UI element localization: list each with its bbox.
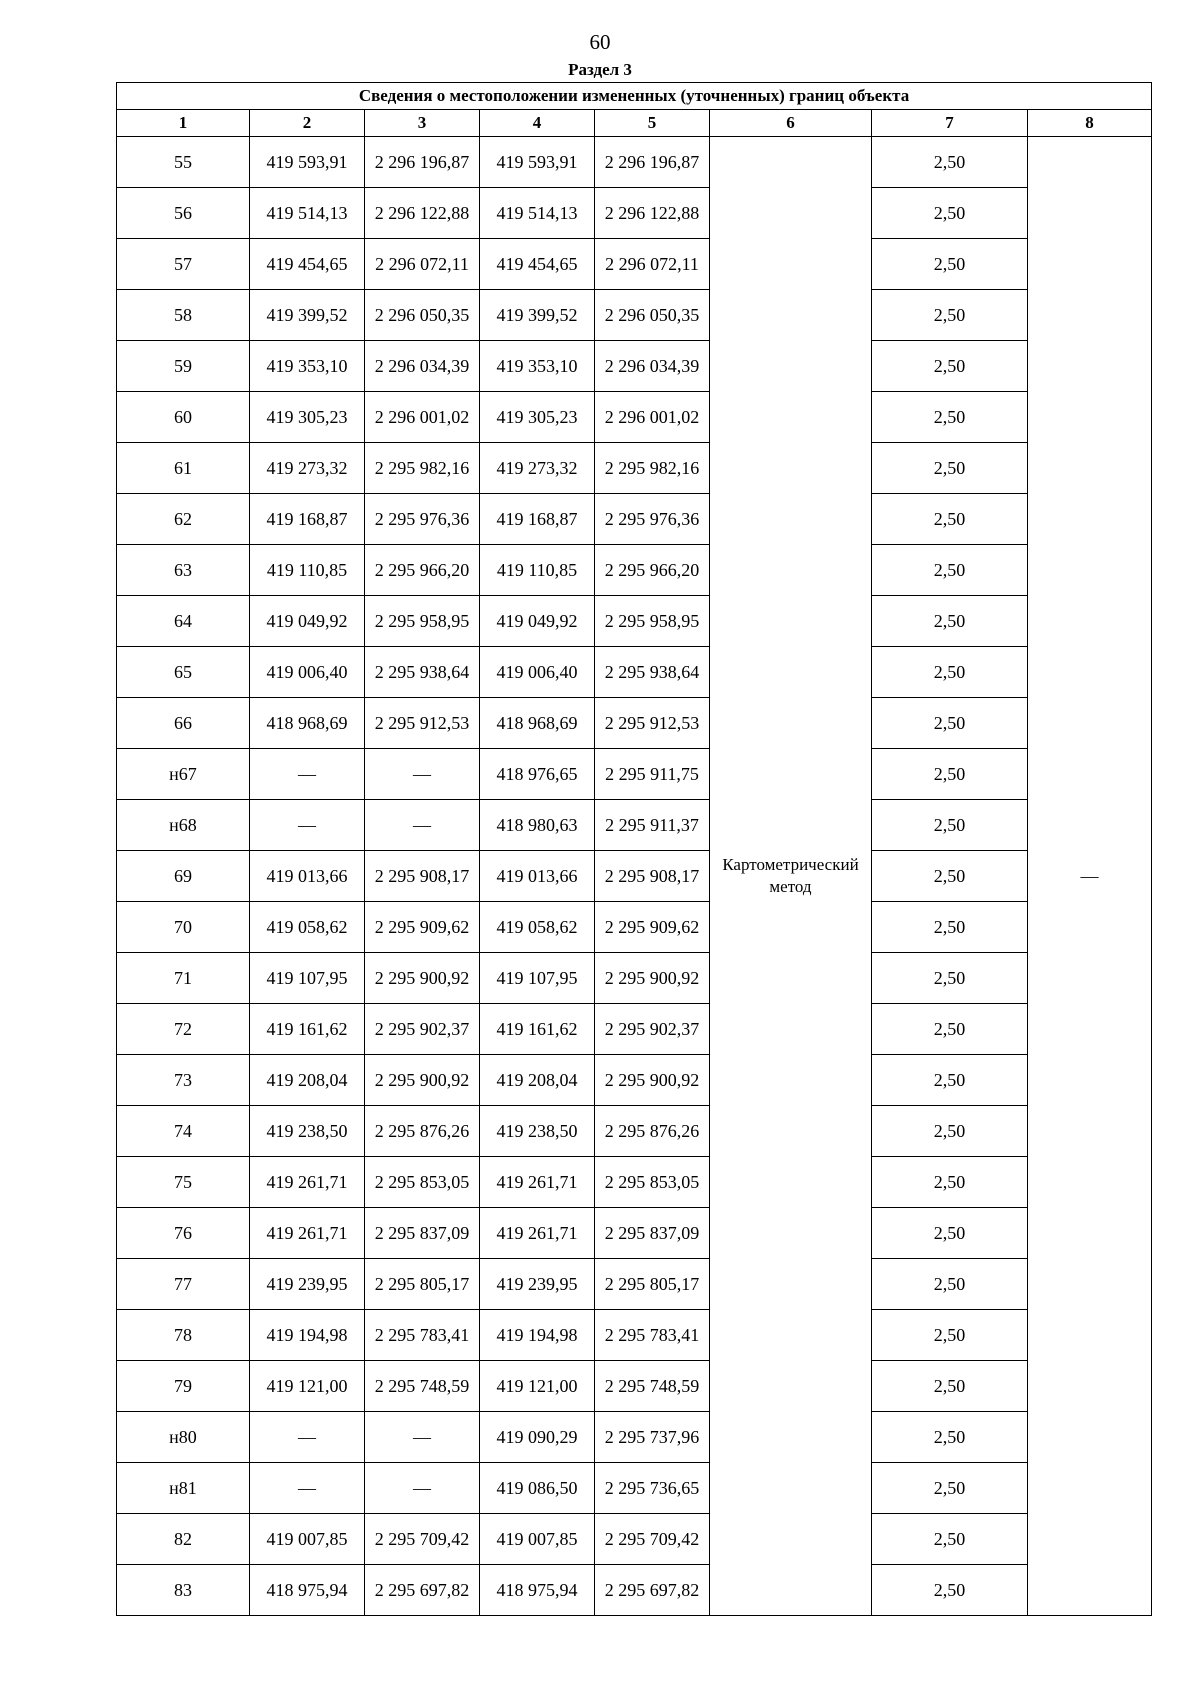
coordinates-table	[116, 82, 1152, 1616]
table-cell: 419 161,62	[480, 1004, 595, 1055]
column-8-cell: —	[1028, 137, 1152, 1616]
accuracy-cell: 2,50	[872, 392, 1028, 443]
table-row	[117, 1259, 1152, 1310]
table-cell: 75	[117, 1157, 250, 1208]
table-cell: 2 295 909,62	[365, 902, 480, 953]
table-cell: 2 295 912,53	[365, 698, 480, 749]
table-cell: 419 110,85	[250, 545, 365, 596]
accuracy-cell: 2,50	[872, 545, 1028, 596]
table-cell: 419 514,13	[480, 188, 595, 239]
table-row	[117, 494, 1152, 545]
accuracy-cell: 2,50	[872, 1208, 1028, 1259]
table-cell: 419 514,13	[250, 188, 365, 239]
table-cell: 419 238,50	[250, 1106, 365, 1157]
table-cell: 419 399,52	[480, 290, 595, 341]
accuracy-cell: 2,50	[872, 596, 1028, 647]
table-cell: 2 295 938,64	[595, 647, 710, 698]
table-cell: 64	[117, 596, 250, 647]
accuracy-cell: 2,50	[872, 1463, 1028, 1514]
table-cell: —	[365, 1463, 480, 1514]
accuracy-cell: 2,50	[872, 1361, 1028, 1412]
column-number: 3	[365, 110, 480, 137]
table-cell: 2 296 034,39	[595, 341, 710, 392]
table-cell: 419 110,85	[480, 545, 595, 596]
column-number: 8	[1028, 110, 1152, 137]
table-row	[117, 698, 1152, 749]
accuracy-cell: 2,50	[872, 1565, 1028, 1616]
table-caption: Сведения о местоположении измененных (уточненных) границ объекта	[117, 83, 1152, 110]
table-row	[117, 1514, 1152, 1565]
table-cell: 418 968,69	[480, 698, 595, 749]
table-cell: 2 296 122,88	[595, 188, 710, 239]
table-cell: 419 013,66	[250, 851, 365, 902]
table-cell: 2 296 072,11	[365, 239, 480, 290]
table-cell: 419 353,10	[250, 341, 365, 392]
table-cell: 2 296 196,87	[595, 137, 710, 188]
table-cell: 2 295 709,42	[365, 1514, 480, 1565]
accuracy-cell: 2,50	[872, 851, 1028, 902]
table-cell: 419 086,50	[480, 1463, 595, 1514]
method-cell: Картометрический метод	[710, 137, 872, 1616]
section-title: Раздел 3	[568, 60, 632, 79]
table-row	[117, 953, 1152, 1004]
table-cell: 2 295 853,05	[595, 1157, 710, 1208]
table-cell: 55	[117, 137, 250, 188]
table-row	[117, 1157, 1152, 1208]
table-cell: 419 273,32	[480, 443, 595, 494]
table-cell: 59	[117, 341, 250, 392]
table-cell: 2 295 982,16	[595, 443, 710, 494]
table-cell: н81	[117, 1463, 250, 1514]
table-row	[117, 800, 1152, 851]
accuracy-cell: 2,50	[872, 698, 1028, 749]
column-number: 2	[250, 110, 365, 137]
table-row	[117, 1106, 1152, 1157]
table-cell: 419 168,87	[480, 494, 595, 545]
table-cell: 56	[117, 188, 250, 239]
table-cell: 419 593,91	[250, 137, 365, 188]
table-cell: 419 121,00	[250, 1361, 365, 1412]
table-cell: 82	[117, 1514, 250, 1565]
table-cell: 418 975,94	[480, 1565, 595, 1616]
table-row	[117, 392, 1152, 443]
table-cell: 2 295 938,64	[365, 647, 480, 698]
column-number: 5	[595, 110, 710, 137]
table-cell: —	[365, 749, 480, 800]
table-cell: 57	[117, 239, 250, 290]
table-cell: 418 975,94	[250, 1565, 365, 1616]
table-row	[117, 341, 1152, 392]
table-cell: 2 295 912,53	[595, 698, 710, 749]
accuracy-cell: 2,50	[872, 953, 1028, 1004]
table-cell: 2 295 697,82	[595, 1565, 710, 1616]
table-row	[117, 137, 1152, 188]
table-cell: 2 295 908,17	[595, 851, 710, 902]
table-cell: —	[250, 1412, 365, 1463]
table-cell: 2 295 748,59	[595, 1361, 710, 1412]
table-cell: 2 295 783,41	[595, 1310, 710, 1361]
table-cell: 419 058,62	[480, 902, 595, 953]
table-cell: н67	[117, 749, 250, 800]
table-cell: 419 006,40	[250, 647, 365, 698]
table-cell: 73	[117, 1055, 250, 1106]
accuracy-cell: 2,50	[872, 443, 1028, 494]
accuracy-cell: 2,50	[872, 1106, 1028, 1157]
table-cell: 62	[117, 494, 250, 545]
table-cell: 2 295 805,17	[595, 1259, 710, 1310]
column-number: 1	[117, 110, 250, 137]
table-cell: 74	[117, 1106, 250, 1157]
table-cell: 2 296 001,02	[595, 392, 710, 443]
table-cell: 2 295 976,36	[365, 494, 480, 545]
accuracy-cell: 2,50	[872, 1055, 1028, 1106]
table-cell: 419 273,32	[250, 443, 365, 494]
table-cell: 418 976,65	[480, 749, 595, 800]
table-cell: 419 194,98	[480, 1310, 595, 1361]
accuracy-cell: 2,50	[872, 239, 1028, 290]
accuracy-cell: 2,50	[872, 1514, 1028, 1565]
table-cell: 419 049,92	[480, 596, 595, 647]
table-cell: 76	[117, 1208, 250, 1259]
table-cell: 419 208,04	[480, 1055, 595, 1106]
table-cell: 66	[117, 698, 250, 749]
table-cell: 2 295 837,09	[595, 1208, 710, 1259]
table-row	[117, 1412, 1152, 1463]
accuracy-cell: 2,50	[872, 1004, 1028, 1055]
table-cell: 2 295 805,17	[365, 1259, 480, 1310]
table-cell: 2 295 737,96	[595, 1412, 710, 1463]
accuracy-cell: 2,50	[872, 647, 1028, 698]
table-cell: 2 295 900,92	[595, 1055, 710, 1106]
table-row	[117, 239, 1152, 290]
column-number: 7	[872, 110, 1028, 137]
table-cell: 419 239,95	[480, 1259, 595, 1310]
table-cell: 419 261,71	[480, 1208, 595, 1259]
table-cell: 77	[117, 1259, 250, 1310]
accuracy-cell: 2,50	[872, 341, 1028, 392]
table-cell: 2 295 900,92	[595, 953, 710, 1004]
table-cell: 2 295 900,92	[365, 1055, 480, 1106]
accuracy-cell: 2,50	[872, 749, 1028, 800]
table-row	[117, 1004, 1152, 1055]
table-cell: 2 295 837,09	[365, 1208, 480, 1259]
table-cell: 419 238,50	[480, 1106, 595, 1157]
table-row	[117, 1310, 1152, 1361]
table-cell: 78	[117, 1310, 250, 1361]
table-cell: 71	[117, 953, 250, 1004]
table-cell: 2 295 697,82	[365, 1565, 480, 1616]
table-cell: 2 295 958,95	[595, 596, 710, 647]
table-cell: 419 007,85	[480, 1514, 595, 1565]
table-cell: 419 353,10	[480, 341, 595, 392]
table-caption-row	[117, 83, 1152, 110]
table-row	[117, 902, 1152, 953]
table-cell: 419 454,65	[480, 239, 595, 290]
table-cell: 2 295 736,65	[595, 1463, 710, 1514]
table-cell: —	[250, 749, 365, 800]
table-cell: 419 007,85	[250, 1514, 365, 1565]
table-cell: 2 295 709,42	[595, 1514, 710, 1565]
table-cell: 419 593,91	[480, 137, 595, 188]
table-cell: 419 121,00	[480, 1361, 595, 1412]
table-row	[117, 596, 1152, 647]
table-cell: 2 295 783,41	[365, 1310, 480, 1361]
table-cell: 2 295 966,20	[365, 545, 480, 596]
table-row	[117, 647, 1152, 698]
table-row	[117, 443, 1152, 494]
table-cell: 419 399,52	[250, 290, 365, 341]
table-row	[117, 1055, 1152, 1106]
table-cell: 2 295 966,20	[595, 545, 710, 596]
accuracy-cell: 2,50	[872, 290, 1028, 341]
table-row	[117, 290, 1152, 341]
table-row	[117, 1565, 1152, 1616]
page-number: 60	[589, 30, 611, 54]
table-cell: 419 049,92	[250, 596, 365, 647]
table-cell: 418 968,69	[250, 698, 365, 749]
table-cell: 2 295 900,92	[365, 953, 480, 1004]
table-cell: 419 194,98	[250, 1310, 365, 1361]
accuracy-cell: 2,50	[872, 1259, 1028, 1310]
table-cell: 65	[117, 647, 250, 698]
accuracy-cell: 2,50	[872, 902, 1028, 953]
table-cell: 419 168,87	[250, 494, 365, 545]
table-cell: 419 305,23	[250, 392, 365, 443]
table-cell: 419 161,62	[250, 1004, 365, 1055]
table-cell: 2 295 982,16	[365, 443, 480, 494]
table-cell: 69	[117, 851, 250, 902]
table-cell: 2 295 911,75	[595, 749, 710, 800]
table-cell: 2 296 001,02	[365, 392, 480, 443]
table-cell: —	[365, 800, 480, 851]
table-cell: 2 295 902,37	[365, 1004, 480, 1055]
table-row	[117, 749, 1152, 800]
table-row	[117, 1361, 1152, 1412]
table-cell: 419 305,23	[480, 392, 595, 443]
table-cell: 419 261,71	[250, 1208, 365, 1259]
table-cell: 72	[117, 1004, 250, 1055]
table-cell: 58	[117, 290, 250, 341]
table-cell: 419 208,04	[250, 1055, 365, 1106]
table-row	[117, 1208, 1152, 1259]
table-cell: 2 295 853,05	[365, 1157, 480, 1208]
table-cell: 2 295 911,37	[595, 800, 710, 851]
table-cell: 2 296 196,87	[365, 137, 480, 188]
table-cell: 419 239,95	[250, 1259, 365, 1310]
table-cell: н80	[117, 1412, 250, 1463]
table-cell: 63	[117, 545, 250, 596]
accuracy-cell: 2,50	[872, 188, 1028, 239]
table-cell: 2 295 876,26	[595, 1106, 710, 1157]
table-cell: 2 295 958,95	[365, 596, 480, 647]
accuracy-cell: 2,50	[872, 1310, 1028, 1361]
table-cell: 419 090,29	[480, 1412, 595, 1463]
table-cell: 2 295 909,62	[595, 902, 710, 953]
column-number: 4	[480, 110, 595, 137]
table-cell: 61	[117, 443, 250, 494]
table-cell: 83	[117, 1565, 250, 1616]
table-cell: 70	[117, 902, 250, 953]
table-cell: 2 296 050,35	[595, 290, 710, 341]
table-row	[117, 1463, 1152, 1514]
table-cell: 60	[117, 392, 250, 443]
table-cell: 2 296 050,35	[365, 290, 480, 341]
table-cell: 419 058,62	[250, 902, 365, 953]
accuracy-cell: 2,50	[872, 1412, 1028, 1463]
table-cell: 79	[117, 1361, 250, 1412]
table-cell: н68	[117, 800, 250, 851]
table-cell: 419 107,95	[480, 953, 595, 1004]
table-cell: —	[250, 1463, 365, 1514]
table-cell: 419 454,65	[250, 239, 365, 290]
accuracy-cell: 2,50	[872, 494, 1028, 545]
table-row	[117, 188, 1152, 239]
table-cell: 2 296 072,11	[595, 239, 710, 290]
table-cell: 419 013,66	[480, 851, 595, 902]
column-number: 6	[710, 110, 872, 137]
table-cell: —	[250, 800, 365, 851]
column-number-row	[117, 110, 1152, 137]
table-cell: 419 107,95	[250, 953, 365, 1004]
table-cell: 2 296 034,39	[365, 341, 480, 392]
table-row	[117, 851, 1152, 902]
table-cell: 2 296 122,88	[365, 188, 480, 239]
accuracy-cell: 2,50	[872, 800, 1028, 851]
table-cell: 2 295 908,17	[365, 851, 480, 902]
table-cell: 419 006,40	[480, 647, 595, 698]
table-cell: 2 295 748,59	[365, 1361, 480, 1412]
table-cell: 418 980,63	[480, 800, 595, 851]
table-cell: 2 295 876,26	[365, 1106, 480, 1157]
table-row	[117, 545, 1152, 596]
accuracy-cell: 2,50	[872, 137, 1028, 188]
table-cell: 419 261,71	[250, 1157, 365, 1208]
table-cell: 2 295 976,36	[595, 494, 710, 545]
table-cell: —	[365, 1412, 480, 1463]
accuracy-cell: 2,50	[872, 1157, 1028, 1208]
table-cell: 2 295 902,37	[595, 1004, 710, 1055]
table-cell: 419 261,71	[480, 1157, 595, 1208]
